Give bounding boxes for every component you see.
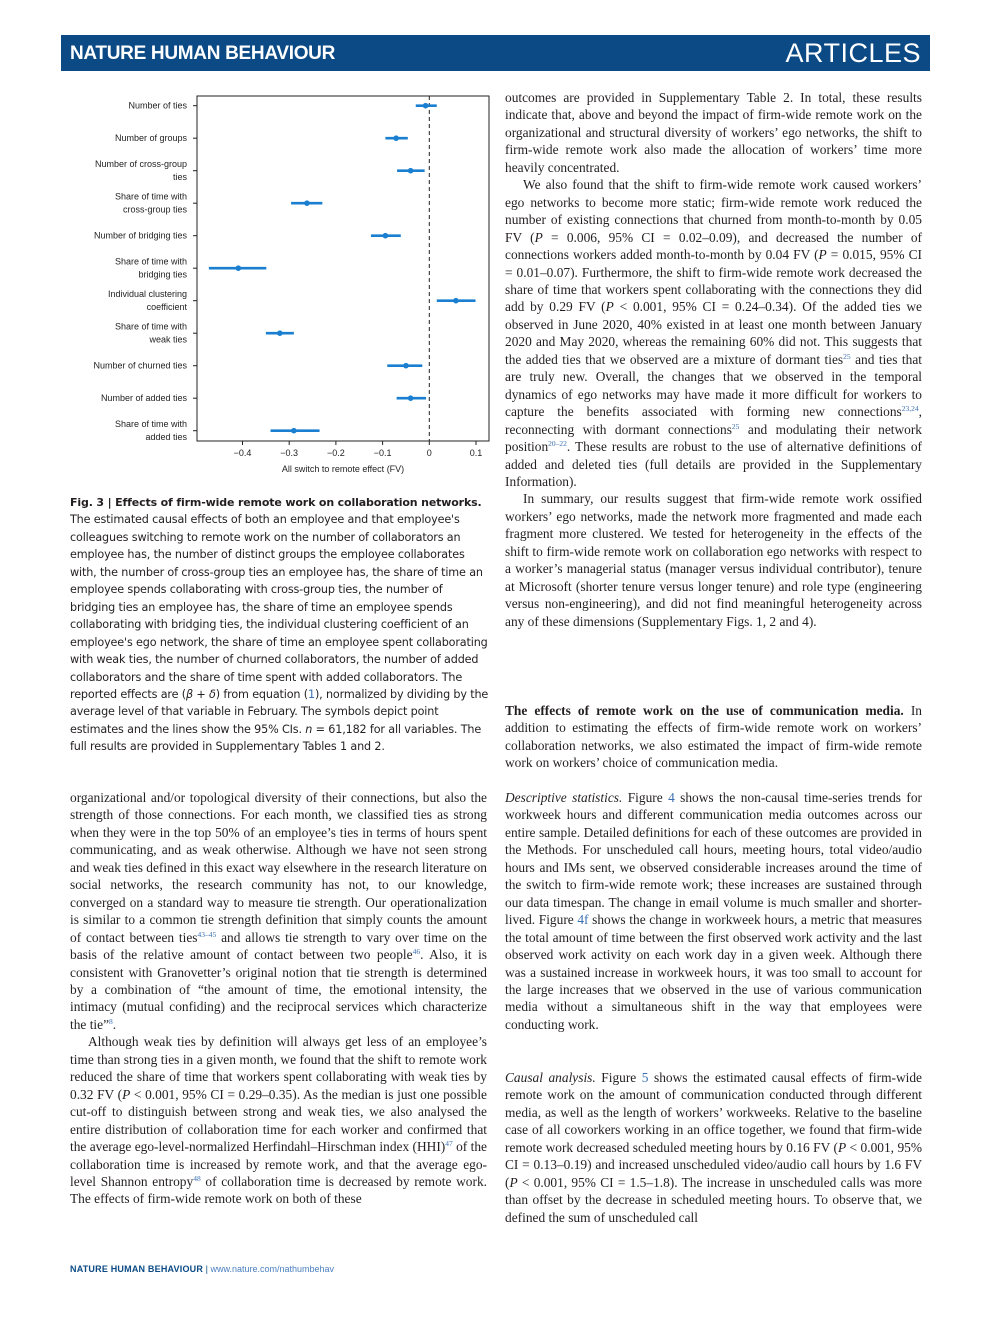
citation-superscript[interactable]: 43–45 <box>197 929 217 939</box>
italic-text: Descriptive statistics. <box>505 790 623 805</box>
text-run: shows the estimated causal effects of firm-wide remote work on the amount of communication conducted through different media, as well as the length of workers’ workweeks. Relative to the baseline case of all coworkers working in an office together, we found that firm-wide remote work decreased scheduled meeting hours by 0.16 FV ( <box>505 1070 923 1155</box>
row-label: Number of bridging ties <box>93 230 187 241</box>
point-estimate <box>383 233 389 239</box>
journal-name: NATURE HUMAN BEHAVIOUR <box>70 43 336 64</box>
caption-paragraph <box>70 494 490 756</box>
italic-text: Causal analysis. <box>505 1070 596 1085</box>
citation-superscript[interactable]: 47 <box>445 1139 453 1149</box>
row-label: Number of groups <box>114 133 187 144</box>
body-paragraph <box>505 789 922 1033</box>
row-label: weak ties <box>149 334 187 345</box>
italic-text: β + δ <box>186 687 216 701</box>
text-run: The estimated causal effects of both an employee and that employee's colleagues switching to remote work on the number of collaborators an employee has, the number of distinct groups the employee collaborates with, the number of cross-group ties an employee has, the share of time an employee spends collaborating with cross-group ties, the number of bridging ties an employee has, the share of time an employee spends collaborating with bridging ties, the individual clustering coefficient of an employee's ego network, the share of time an employee spent collaborating with weak ties, the number of churned collaborators, the number of added collaborators and the share of time spent with added collaborators. The reported effects are ( <box>70 513 488 701</box>
row-label: ties <box>172 172 187 183</box>
italic-text: P <box>837 1139 847 1155</box>
body-paragraph <box>70 1033 487 1208</box>
row-label: Share of time with <box>114 256 187 267</box>
text-run: = 0.015, 95% CI = 0.01–0.07). Furthermore, the shift to firm-wide remote work decreased the share of time that workers spent collaborating with the connections they did add by 0.29 FV ( <box>505 247 923 315</box>
italic-text: P <box>605 299 614 315</box>
bold-heading-text: The effects of remote work on the use of communication media. <box>505 703 904 718</box>
body-paragraph <box>505 89 922 176</box>
x-tick-label: −0.1 <box>373 448 392 458</box>
row-label: cross-group ties <box>122 204 187 215</box>
point-estimate <box>408 168 414 174</box>
text-run: . Also, it is consistent with Granovetter’s original notion that tie strength is determined by a combination of “the amount of time, the emotional intensity, the intimacy (mutual confiding) and the reciprocal services which characterize the tie” <box>70 947 487 1032</box>
point-estimate <box>453 298 459 304</box>
text-run: and modulating their network position <box>505 421 922 455</box>
body-paragraph <box>505 702 922 772</box>
figure-reference-link[interactable]: 4 <box>668 790 675 805</box>
text-run: organizational and/or topological diversity of their connections, but also the strength of those connections. For each month, we classified ties as strong when they were in the top 50% of an employee’s ties in terms of hours spent communicating, and as weak otherwise. Although we have not seen strong and weak ties defined in this exact way elsewhere in the research literature on social networks, the research community has not, to our knowledge, converged on a standard way to measure tie strength. Our operationalization is similar to a common tie strength definition that simply counts the amount of contact between ties <box>70 790 487 945</box>
row-label: Number of ties <box>128 100 187 111</box>
citation-superscript[interactable]: 25 <box>731 421 740 431</box>
x-tick-label: −0.3 <box>280 448 299 458</box>
row-label: bridging ties <box>138 269 187 280</box>
x-tick-label: 0 <box>426 448 432 458</box>
text-run: In addition to estimating the effects of firm-wide remote work on workers’ collaboration networks, we also estimated the impact of firm-wide remote work on workers’ choice of communication media. <box>505 703 922 771</box>
text-run: = 61,182 for all variables. The full results are provided in Supplementary Tables 1 and 2. <box>70 722 482 754</box>
point-estimate <box>393 135 399 141</box>
citation-superscript[interactable]: 8 <box>109 1016 113 1026</box>
text-run: and ties that are truly new. Overall, the changes that we observed in the temporal dynamics of ego networks may have made it more difficult for workers to capture the benefits associated with forming new connections <box>505 351 922 420</box>
body-paragraph <box>70 789 487 1033</box>
bold-heading-text: Fig. 3 | Effects of firm-wide remote work on collaboration networks. <box>70 496 482 509</box>
text-run: ), normalized by dividing by the average level of that variable in February. The symbols depict point estimates and the lines show the 95% CIs. <box>70 687 489 736</box>
figure-reference-link[interactable]: 5 <box>641 1070 649 1085</box>
right-column-network-results <box>505 89 922 630</box>
text-run: shows the change in workweek hours, a metric that measures the total amount of time between the first observed work activity and the last observed work activity on each work day in a given week. Although there was a sustained increase in workweek hours, it was too small to account for the large increases that we observed in the use of various communication media without a simultaneous shift in the way that employees were conducting work. <box>505 912 922 1032</box>
text-run: Figure <box>622 790 669 805</box>
body-paragraph <box>505 1069 922 1226</box>
body-paragraph <box>505 176 922 490</box>
subsection-causal-analysis <box>505 1069 922 1226</box>
text-run: shows the non-causal time-series trends for workweek hours and different communication media outcomes across our entire sample. Detailed definitions for each of these outcomes are provided in the Methods. For unscheduled call hours, meeting hours, total video/audio hours and IMs sent, we observed considerable increases around the time of the switch to firm-wide remote work; these increases are sustained through our data timespan. The change in email volume is much smaller and shorter-lived. Figure <box>505 790 922 928</box>
section-label: ARTICLES <box>785 38 921 68</box>
page-footer <box>70 1264 334 1274</box>
text-run: of collaboration time is decreased by remote work. The effects of firm-wide remote work on both of these <box>70 1173 487 1207</box>
citation-superscript[interactable]: 46 <box>412 947 421 957</box>
point-estimate <box>235 265 241 271</box>
point-estimate <box>403 363 409 369</box>
text-run: . <box>112 1016 117 1032</box>
x-tick-label: 0.1 <box>469 448 483 458</box>
point-estimate <box>408 395 414 401</box>
italic-text: n <box>305 722 313 736</box>
text-run: We also found that the shift to firm-wide remote work caused workers’ ego networks to become more static; firm-wide remote work reduced the number of existing connections that churned from month-to-month by 0.05 FV ( <box>505 177 922 245</box>
row-label: Individual clustering <box>107 289 187 300</box>
point-estimate <box>277 330 283 336</box>
x-tick-label: −0.4 <box>233 448 252 458</box>
citation-superscript[interactable]: 23,24 <box>901 404 919 414</box>
footer-separator: | <box>205 1264 208 1274</box>
figure-caption <box>70 494 490 756</box>
text-run: . These results are robust to the use of alternative definitions of added and deleted ties (full details are provided in the Supplementary Information). <box>505 439 922 489</box>
row-label: Number of cross-group <box>94 159 187 170</box>
x-tick-label: −0.2 <box>327 448 345 458</box>
row-label: Number of added ties <box>100 393 187 404</box>
text-run: < 0.001, 95% CI = 0.13–0.19) and increased unscheduled video/audio call hours by 1.6 FV ( <box>505 1139 922 1190</box>
row-label: coefficient <box>146 302 187 313</box>
subsection-descriptive-statistics <box>505 789 922 1033</box>
figure-reference-link[interactable]: 1 <box>307 687 315 701</box>
italic-text: P <box>509 1174 518 1190</box>
figure-reference-link[interactable]: 4f <box>577 912 589 928</box>
text-run: = 0.006, 95% CI = 0.02–0.09), and decreased the number of connections workers added month-to-month by 0.04 FV ( <box>505 229 922 263</box>
x-axis-label: All switch to remote effect (FV) <box>281 464 405 474</box>
row-label: Share of time with <box>114 419 187 430</box>
text-run: In summary, our results suggest that firm-wide remote work ossified workers’ ego networks, made the network more fragmented and made each fragment more clustered. We tested for heterogeneity in the effects of the shift to firm-wide remote work on collaboration ego networks with respect to a worker’s managerial status (manager versus individual contributor), tenure at Microsoft (shorter tenure versus longer tenure) and role type (engineering versus non-engineering), and did not find meaningful heterogeneity across any of these dimensions (Supplementary Figs. 1, 2 and 4). <box>505 491 922 629</box>
section-communication-media <box>505 702 922 772</box>
text-run: and allows tie strength to vary over time on the basis of the relative amount of contact between two people <box>70 929 487 963</box>
row-label: Number of churned ties <box>93 360 187 371</box>
citation-superscript[interactable]: 20–22 <box>548 439 567 449</box>
text-run: outcomes are provided in Supplementary Table 2. In total, these results indicate that, above and beyond the impact of firm-wide remote work on the organizational and structural diversity of workers’ ego networks, the shift to firm-wide remote work also made the allocation of workers’ time more heavily concentrated. <box>505 90 922 175</box>
journal-header-bar <box>61 35 930 71</box>
text-run: Figure <box>595 1070 642 1085</box>
text-run: < 0.001, 95% CI = 0.29–0.35). As the median is just one possible cut-off to distinguish between strong and weak ties, we also analysed the entire distribution of collaboration time for each worker and confirmed that the average ego-level-normalized Herfindahl–Hirschman index (HHI) <box>70 1086 488 1155</box>
point-estimate <box>291 428 297 434</box>
text-run: of the collaboration time is increased by remote work, and that the average ego-level Shannon entropy <box>70 1139 487 1189</box>
left-column-tie-strength <box>70 789 487 1208</box>
text-run: < 0.001, 95% CI = 1.5–1.8). The increase in unscheduled calls was more than offset by the decrease in scheduled meeting hours. To observe that, we defined the sum of unscheduled call <box>505 1174 922 1225</box>
footer-journal: NATURE HUMAN BEHAVIOUR <box>70 1264 204 1274</box>
text-run: < 0.001, 95% CI = 0.24–0.34). Of the added ties we observed in June 2020, 40% existed in at least one month between January 2020 and May 2020, whereas the remaining 60% did not. This suggests that the added ties that we observed are a mixture of dormant ties <box>505 299 922 367</box>
point-estimate <box>423 103 429 109</box>
forest-plot-figure-3 <box>60 90 500 480</box>
italic-text: P <box>818 247 827 263</box>
row-label: Share of time with <box>114 191 187 202</box>
italic-text: P <box>534 229 543 245</box>
text-run: ) from equation ( <box>215 687 308 701</box>
citation-superscript[interactable]: 48 <box>193 1173 201 1183</box>
row-label: added ties <box>145 432 187 443</box>
body-paragraph <box>505 490 922 630</box>
text-run: Although weak ties by definition will always get less of an employee’s time than strong ties in a given month, we found that the shift to remote work reduced the share of time that workers spent collaborating with weak ties by 0.32 FV ( <box>70 1034 487 1102</box>
row-label: Share of time with <box>114 321 187 332</box>
text-run: , reconnecting with dormant connections <box>505 404 922 437</box>
citation-superscript[interactable]: 25 <box>843 351 851 361</box>
footer-url-link[interactable]: www.nature.com/nathumbehav <box>210 1264 335 1274</box>
point-estimate <box>304 200 310 206</box>
italic-text: P <box>122 1086 131 1102</box>
